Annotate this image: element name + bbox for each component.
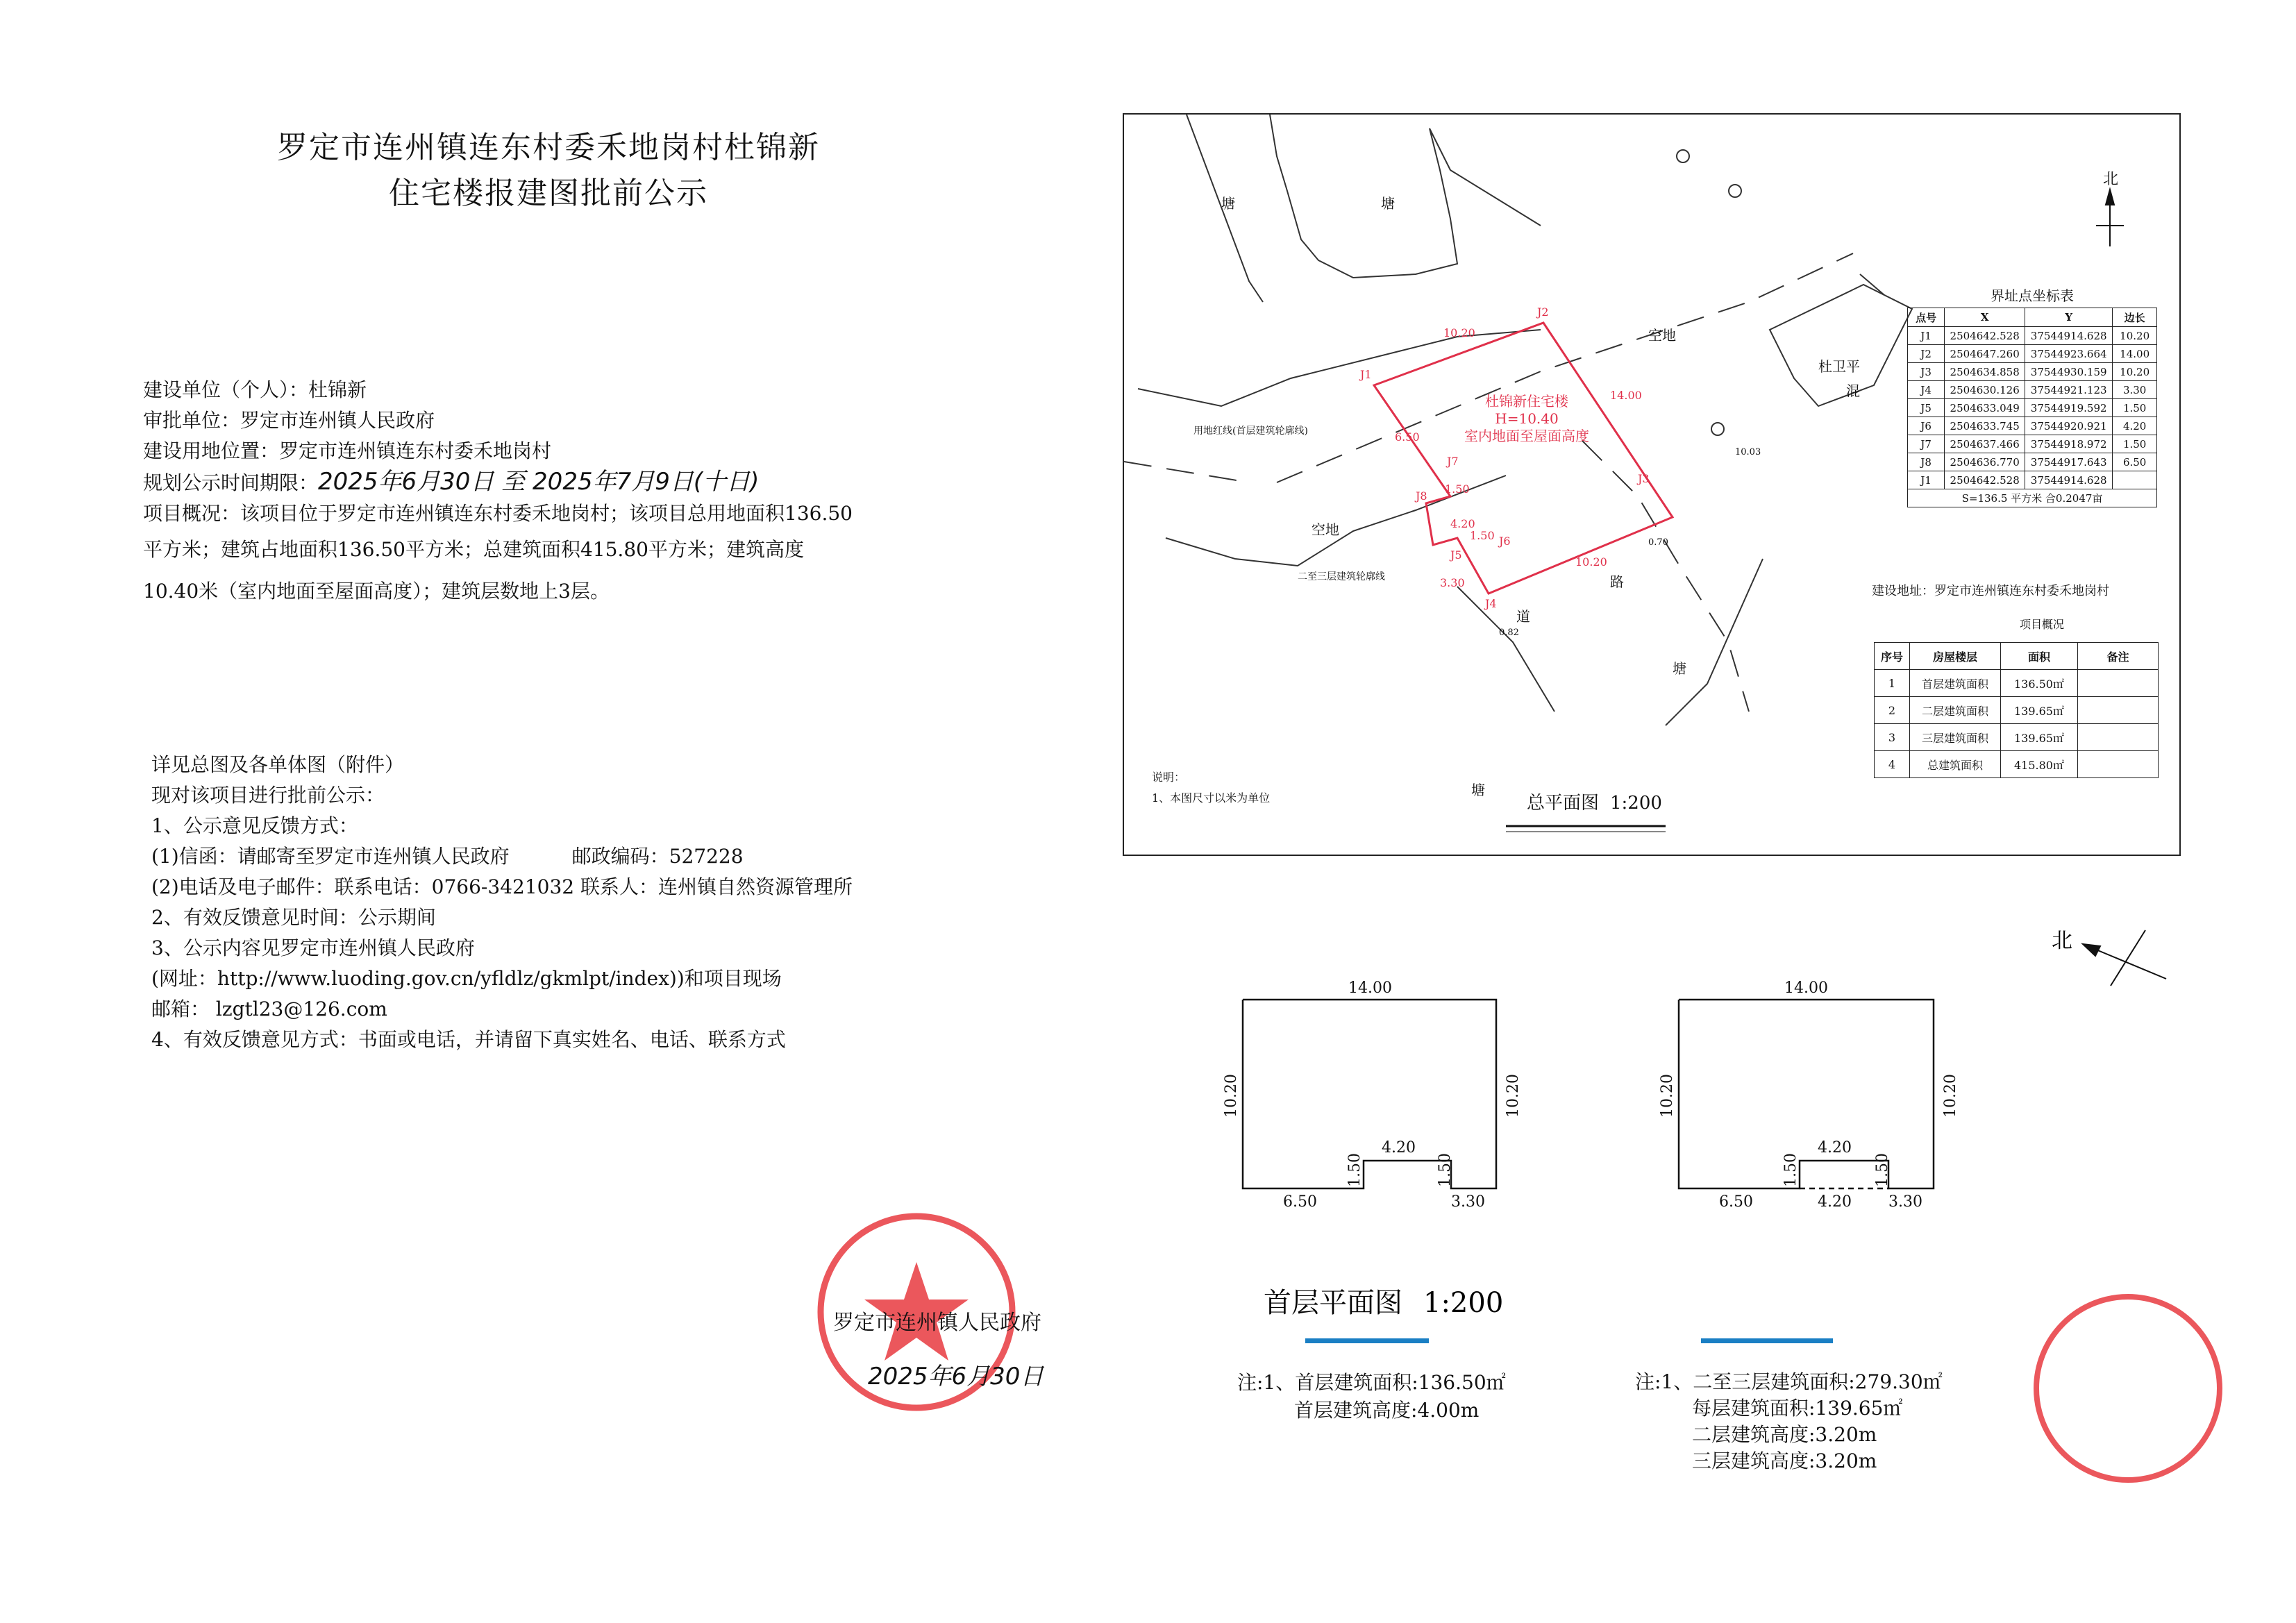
table-row: J8 2504636.770 37544917.643 6.50 <box>1908 453 2157 471</box>
floor-plan-scale: 1:200 <box>1423 1287 1504 1319</box>
build-address: 建设地址：罗定市连州镇连东村委禾地岗村 <box>1872 584 2109 598</box>
period-label: 规划公示时间期限： <box>143 471 319 494</box>
label-pond-1: 塘 <box>1221 195 1235 212</box>
seal-date: 2025年6月30日 <box>868 1363 1044 1390</box>
p2-br: 3.30 <box>1888 1193 1922 1211</box>
building-name: 杜锦新住宅楼 <box>1485 393 1568 410</box>
table-row: 1 首层建筑面积 136.50㎡ <box>1875 670 2159 697</box>
table-row: 2 二层建筑面积 139.65㎡ <box>1875 697 2159 724</box>
notice-line-1: 详见总图及各单体图（附件） <box>151 753 405 776</box>
area-table <box>1874 642 2159 778</box>
dim-d6: 1.50 <box>1445 482 1470 496</box>
table-row: J6 2504633.745 37544920.921 4.20 <box>1908 417 2157 435</box>
site-plan-frame <box>1123 113 2181 856</box>
p1-notch: 4.20 <box>1382 1139 1416 1157</box>
point-j6: J6 <box>1499 535 1511 548</box>
period-line <box>143 466 853 498</box>
overview-line-1: 项目概况：该项目位于罗定市连州镇连东村委禾地岗村；该项目总用地面积136.50 <box>143 502 853 525</box>
period-handwritten: 2025年6月30日 至 2025年7月9日(十日) <box>318 468 760 496</box>
coord-h1: X <box>1945 308 2025 327</box>
p2-bm: 4.20 <box>1818 1193 1852 1211</box>
notice-block <box>151 750 853 1055</box>
floor-plan-underline-2 <box>1701 1338 1833 1343</box>
table-row: J4 2504630.126 37544921.123 3.30 <box>1908 381 2157 399</box>
p2-nr: 1.50 <box>1874 1153 1891 1187</box>
notice-line-2: 现对该项目进行批前公示： <box>151 784 385 807</box>
dim-d2: 14.00 <box>1610 389 1642 402</box>
unit-line: 建设单位（个人）：杜锦新 <box>143 378 367 401</box>
seal-org-text: 罗定市连州镇人民政府 <box>833 1311 1041 1335</box>
project-info <box>143 375 853 612</box>
overview-title: 项目概况 <box>2020 618 2065 631</box>
label-pond-3: 塘 <box>1673 660 1686 677</box>
dim-d8: 3.30 <box>1440 576 1465 589</box>
point-j7: J7 <box>1447 455 1459 468</box>
p1-br: 3.30 <box>1451 1193 1485 1211</box>
label-road-1: 道 <box>1516 608 1530 625</box>
notice-postcode: 邮政编码：527228 <box>571 845 744 868</box>
title-line-2: 住宅楼报建图批前公示 <box>389 176 708 211</box>
dim-d9: 10.03 <box>1735 447 1761 457</box>
label-pond-4: 塘 <box>1471 782 1485 798</box>
dim-d4: 6.50 <box>1395 430 1420 444</box>
north-label: 北 <box>2103 171 2119 188</box>
notice-line-9: 邮箱： lzgtl23@126.com <box>151 998 387 1020</box>
area-table-header: 序号 房屋楼层 面积 备注 <box>1875 643 2159 670</box>
floor-note-2c: 二层建筑高度:3.20m <box>1692 1423 1877 1446</box>
notice-mail: (1)信函：请邮寄至罗定市连州镇人民政府 <box>151 845 510 868</box>
p1-bl: 6.50 <box>1283 1193 1317 1211</box>
p2-notch: 4.20 <box>1818 1139 1852 1157</box>
coord-table-header <box>1908 308 2157 327</box>
notice-line-8: (网址：http://www.luoding.gov.cn/yfldlz/gkmlpt/index))和项目现场 <box>151 967 782 990</box>
label-pond-2: 塘 <box>1381 195 1395 212</box>
location-line: 建设用地位置：罗定市连州镇连东村委禾地岗村 <box>143 439 552 462</box>
point-j5: J5 <box>1450 548 1462 562</box>
p1-nr: 1.50 <box>1436 1153 1454 1187</box>
coord-table-title: 界址点坐标表 <box>1991 287 2074 304</box>
dim-d7: 1.50 <box>1470 529 1495 542</box>
north-arrow-icon <box>2096 190 2124 246</box>
notes-title: 说明： <box>1152 771 1186 784</box>
table-row: J1 2504642.528 37544914.628 <box>1908 471 2157 489</box>
overview-line-3: 10.40米（室内地面至屋面高度）；建筑层数地上3层。 <box>143 580 610 603</box>
p2-right: 10.20 <box>1942 1074 1959 1118</box>
p1-nl: 1.50 <box>1346 1153 1364 1187</box>
label-open-1: 空地 <box>1648 327 1676 344</box>
notice-line-10: 4、有效反馈意见方式：书面或电话，并请留下真实姓名、电话、联系方式 <box>151 1028 786 1051</box>
point-j3: J3 <box>1638 472 1650 485</box>
floor-note-1b: 首层建筑高度:4.00m <box>1294 1399 1480 1422</box>
coord-h2: Y <box>2025 308 2113 327</box>
table-row: J7 2504637.466 37544918.972 1.50 <box>1908 435 2157 453</box>
notice-line-5: (2)电话及电子邮件：联系电话：0766-3421032 联系人：连州镇自然资源管理所 <box>151 875 853 898</box>
coord-h3: 边长 <box>2113 308 2157 327</box>
floor-note-2a: 注:1、二至三层建筑面积:279.30㎡ <box>1635 1370 1943 1393</box>
north-arrow-2-icon <box>2083 930 2166 986</box>
point-j1: J1 <box>1360 368 1372 381</box>
p2-bl: 6.50 <box>1719 1193 1753 1211</box>
floor-note-2b: 每层建筑面积:139.65㎡ <box>1692 1397 1903 1420</box>
floor-note-2 <box>1635 1369 1943 1474</box>
overview-line-2: 平方米；建筑占地面积136.50平方米；总建筑面积415.80平方米；建筑高度 <box>143 538 804 561</box>
coord-table <box>1907 308 2157 507</box>
site-plan-scale: 1:200 <box>1610 793 1662 814</box>
point-j8: J8 <box>1416 489 1427 503</box>
approver-line: 审批单位：罗定市连州镇人民政府 <box>143 409 435 432</box>
notice-line-3: 1、公示意见反馈方式： <box>151 814 358 837</box>
site-plan-title: 总平面图 <box>1527 793 1600 814</box>
dim-d11: 0.82 <box>1499 628 1519 638</box>
dim-d10: 0.70 <box>1648 537 1668 548</box>
floor-plan-1-outline <box>1243 1000 1496 1188</box>
p1-right: 10.20 <box>1505 1074 1522 1118</box>
point-j2: J2 <box>1537 305 1549 319</box>
north-label-2: 北 <box>2052 929 2072 953</box>
table-row: J1 2504642.528 37544914.628 10.20 <box>1908 327 2157 345</box>
page-title <box>236 125 861 217</box>
title-line-1: 罗定市连州镇连东村委禾地岗村杜锦新 <box>277 130 820 165</box>
floor-note-1 <box>1237 1369 1506 1424</box>
floor-plans-drawing <box>1180 916 2263 1319</box>
building-note: 室内地面至屋面高度 <box>1464 428 1589 444</box>
company-seal-icon <box>2027 1288 2229 1489</box>
notice-line-6: 2、有效反馈意见时间：公示期间 <box>151 906 436 929</box>
p2-left: 10.20 <box>1659 1074 1676 1118</box>
label-open-2: 空地 <box>1312 521 1339 538</box>
notes-1: 1、本图尺寸以米为单位 <box>1152 791 1271 805</box>
floor-note-1a: 注:1、首层建筑面积:136.50㎡ <box>1237 1371 1506 1394</box>
table-row: J3 2504634.858 37544930.159 10.20 <box>1908 363 2157 381</box>
coord-h0: 点号 <box>1908 308 1945 327</box>
p1-top: 14.00 <box>1348 979 1392 997</box>
building-height: H=10.40 <box>1495 410 1559 427</box>
floor-plan-title: 首层平面图 <box>1264 1287 1402 1319</box>
dim-d1: 10.20 <box>1443 326 1475 339</box>
label-road-2: 路 <box>1610 573 1624 590</box>
lot-redline <box>1374 323 1673 594</box>
notice-line-4 <box>151 841 853 872</box>
company-seal <box>2027 1288 2229 1489</box>
point-j4: J4 <box>1485 597 1497 610</box>
p2-top: 14.00 <box>1784 979 1828 997</box>
coord-table-wrap <box>1907 285 2157 507</box>
label-mud: 混 <box>1846 382 1860 399</box>
floor-plan-underline-1 <box>1305 1338 1429 1343</box>
redline-label: 用地红线(首层建筑轮廓线) <box>1193 426 1308 437</box>
floor-plan-2-outline <box>1679 1000 1934 1188</box>
p2-nl: 1.50 <box>1782 1153 1800 1187</box>
table-row: J5 2504633.049 37544919.592 1.50 <box>1908 399 2157 417</box>
coord-table-footer: S=136.5 平方米 合0.2047亩 <box>1908 489 2157 507</box>
table-row: 4 总建筑面积 415.80㎡ <box>1875 751 2159 778</box>
floor-note-2d: 三层建筑高度:3.20m <box>1692 1449 1877 1472</box>
dim-d5: 4.20 <box>1450 517 1475 530</box>
p1-left: 10.20 <box>1223 1074 1240 1118</box>
outline23-label: 二至三层建筑轮廓线 <box>1298 571 1385 582</box>
notice-line-7: 3、公示内容见罗定市连州镇人民政府 <box>151 936 475 959</box>
label-du: 杜卫平 <box>1818 358 1860 375</box>
table-row: 3 三层建筑面积 139.65㎡ <box>1875 724 2159 751</box>
table-row: J2 2504647.260 37544923.664 14.00 <box>1908 345 2157 363</box>
dim-d3: 10.20 <box>1575 555 1607 569</box>
